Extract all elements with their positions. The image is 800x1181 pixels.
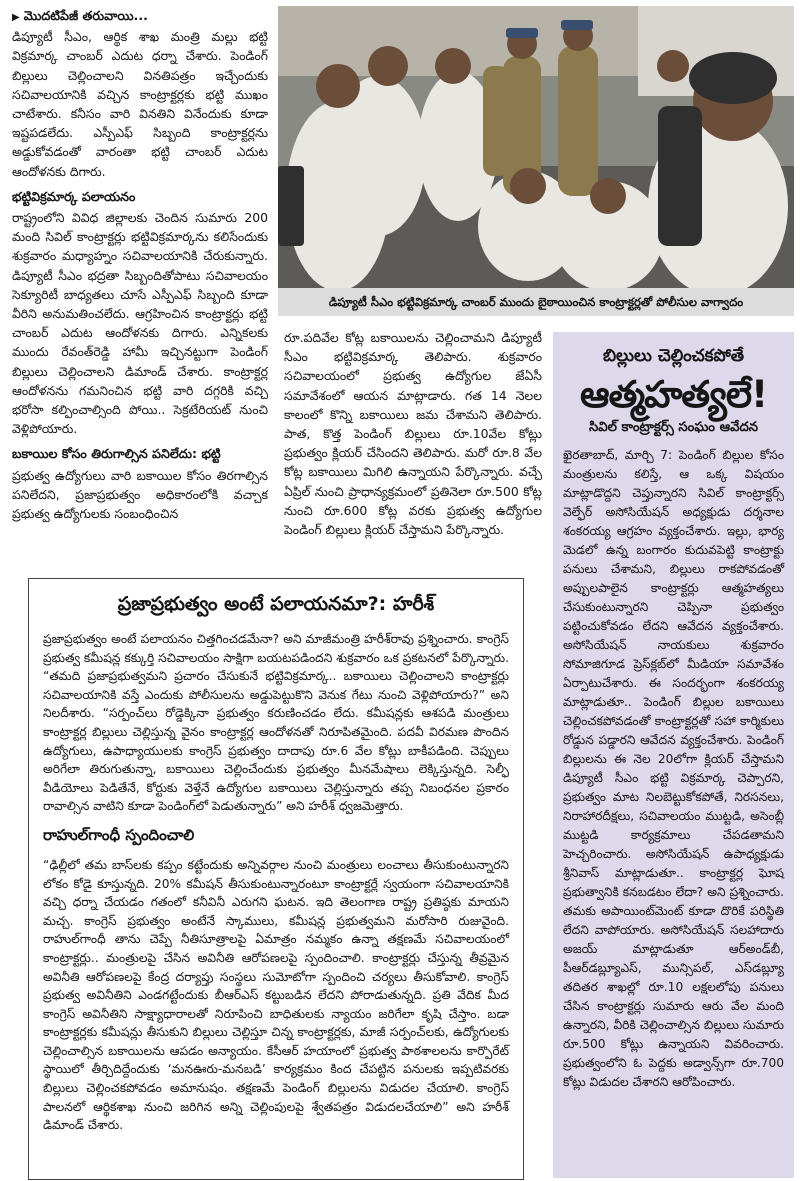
- story-headline: ప్రజాప్రభుత్వం అంటే పలాయనమా?: హరీశ్: [117, 593, 435, 615]
- sidebar-story: [553, 332, 794, 1178]
- left-paragraph-3: ప్రభుత్వ ఉద్యోగులు వారి బకాయిల కోసం తిరగాల్సిన పనిలేదని, ప్రజాప్రభుత్వం అధికారంలోకి వచ్చాక ప్రభుత్వ ఉద్యోగులకు సంబంధించిన: [12, 467, 268, 522]
- left-column: [12, 6, 268, 572]
- subheading-bhatti-quote: బకాయిల కోసం తిరుగాల్సిన పనిలేదు: భట్టి: [12, 446, 221, 462]
- middle-paragraph: రూ.పదివేల కోట్ల బకాయిలను చెల్లించామని డిప్యూటీ సీఎం భట్టివిక్రమార్క తెలిపారు. శుక్రవారం సచివాలయంలో ప్రభుత్వ ఉద్యోగుల జేఏసీ సమావేశంలో ఆయన మాట్లాడారు. గత 14 నెలల కాలంలో కొన్ని బకాయిలు జమ చేశామని తెలిపారు. పాత, కొత్త పెండింగ్ బిల్లులు రూ.10వేల కోట్లు ప్రభుత్వం క్లియర్ చేసిందని తెలిపారు. మరో రూ.8 వేల కోట్ల బకాయిలు మిగిలి ఉన్నాయని పేర్కొన్నారు. వచ్చే ఏప్రిల్ నుంచి ప్రాధాన్యక్రమంలో ప్రతినెలా రూ.500 కోట్ల నుంచి రూ.600 కోట్ల వరకు ప్రభుత్వ ఉద్యోగుల పెండింగ్ బిల్లులు క్లియర్ చేస్తామని పేర్కొన్నారు.: [284, 330, 542, 538]
- continuation-kicker: ▶ మొదటిపేజీ తరువాయి...: [12, 8, 148, 23]
- middle-column: [284, 328, 542, 572]
- protest-photo-illustration: [278, 6, 794, 288]
- sidebar-headline: ఆత్మహత్యలే!: [580, 373, 767, 416]
- story-paragraph-2: “ఢిల్లీలో తమ బాస్‌లకు కప్పం కట్టేందుకు అన్నివర్గాల నుంచి మంత్రులు లంచాలు తీసుకుంటున్నారని లోకం కోడై కూస్తున్నది. 20% కమీషన్ తీసుకుంటున్నారంటూ కాంట్రాక్టర్లే స్వయంగా సచివాలయానికి వచ్చి ధర్నా చేయడం గతంలో కనీవినీ ఎరుగని ఘటన. ఇది తెలంగాణ రాష్ట్ర ప్రతిష్ఠకు మాయని మచ్చ. కాంగ్రెస్ ప్రభుత్వం అంటేనే స్కాములు, కమీషన్ల ప్రభుత్వమని మరోసారి రుజువైంది. రాహుల్‌గాంధీ తాను చెప్పే నీతిసూత్రాలపై ఏమాత్రం నమ్మకం ఉన్నా తక్షణమే సచివాలయంలో కాంట్రాక్టర్లు.. మంత్రులపై చేసిన అవినీతి ఆరోపణలపై స్పందించాలి. కాంట్రాక్టర్లు చేస్తున్న తీవ్రమైన అవినీతి ఆరోపణలపై కేంద్ర దర్యాప్తు సంస్థలు సుమోటోగా స్పందించి చర్యలు తీసుకోవాలి. కాంగ్రెస్ ప్రభుత్వ అవినీతిని ఎండగట్టేందుకు బీఆర్‌ఎస్ కట్టుబడిన లేదని పోరాడుతున్నది. ప్రతి వేదిక మీద కాంగ్రెస్ అవినీతిని సాక్ష్యాధారాలతో నిరూపించి బాధితులకు న్యాయం జరిగేలా కృషి చేస్తాం. బడా కాంట్రాక్టర్లకు కమీషన్లు తీసుకుని బిల్లులు చెల్లిస్తూ చిన్న కాంట్రాక్టర్లకు, మాజీ సర్పంచ్‌లకు, ఉద్యోగులకు చెల్లించాల్సిన బకాయిలను ఆపడం అన్యాయం. కేసీఆర్ హయాంలో ప్రభుత్వ పాఠశాలలను కార్పొరేట్ స్థాయిలో తీర్చిదిద్దేందుకు ‘మనఊరు-మనబడి’ కార్యక్రమం కింద చేపట్టిన పనులకు ఇప్పటివరకు బిల్లులు చెల్లించకపోవడం అమానుషం. తక్షణమే పెండింగ్ బిల్లులను విడుదల చేయాలి. కాంగ్రెస్ పాలనలో ఆర్థికశాఖ నుంచి జరిగిన అన్ని చెల్లింపులపై శ్వేతపత్రం విడుదలచేయాలి” అని హరీశ్ డిమాండ్ చేశారు.: [43, 857, 509, 1133]
- story-paragraph-1: ప్రజాప్రభుత్వం అంటే పలాయనం చిత్తగించడమేనా? అని మాజీమంత్రి హరీశ్‌రావు ప్రశ్నించారు. కాంగ్రెస్ ప్రభుత్వ కమీషన్ల కక్కుర్తి సచివాలయం సాక్షిగా బయటపడిందని శుక్రవారం ఒక ప్రకటనలో పేర్కొన్నారు. “తమది ప్రజాప్రభుత్వమని ప్రచారం చేసుకునే భట్టివిక్రమార్క.. బకాయిలు చెల్లించాలని కాంట్రాక్టర్లు సచివాలయానికి వస్తే ఎందుకు పోలీసులను అడ్డుపెట్టుకొని వెనుక గేటు నుంచి వెళ్లిపోయారు?” అని నిలదీశారు. “సర్పంచ్‌లు రోడ్డెక్కినా ప్రభుత్వం కరుణించడం లేదు. కమీషన్లకు ఆశపడి మంత్రులు కాంట్రాక్టర్ల బిల్లులు చెల్లిస్తున్న వైనం కాంట్రాక్టర్ల ఆందోళనతో నిరూపితమైంది. పదవీ విరమణ పొందిన ఉద్యోగులు, ఉపాధ్యాయులకు కాంగ్రెస్ ప్రభుత్వం దాదాపు రూ.6 వేల కోట్లు బాకీపడింది. చెప్పులు అరిగేలా తిరుగుతున్నా, బకాయిలు చెల్లించేందుకు ప్రభుత్వం మీనమేషాలు లెక్కిస్తున్నది. సెల్ఫీ వీడియోలు పెడితేనే, కోర్టుకు వెళ్తేనే ఉద్యోగుల బకాయిలు చెల్లిస్తున్నారు తప్ప నిబంధనల ప్రకారం రావాల్సిన వాటిని కూడా పెండింగ్‌లో పెడుతున్నారు” అని హరీశ్ ధ్వజమెత్తారు.: [43, 632, 509, 814]
- sidebar-kicker: బిల్లులు చెల్లించకపోతే: [602, 346, 745, 366]
- news-photo: [278, 6, 794, 288]
- subheading-bhatti-escape: భట్టివిక్రమార్క పలాయనం: [12, 188, 136, 204]
- left-paragraph-1: డిప్యూటీ సీఎం, ఆర్థిక శాఖ మంత్రి మల్లు భట్టి విక్రమార్క చాంబర్ ఎదుట ధర్నా చేశారు. పెండింగ్ బిల్లులు చెల్లించాలని వినతిపత్రం ఇచ్చేందుకు సచివాలయానికి వచ్చిన కాంట్రాక్టర్లకు భట్టి ముఖం చాటేశారు. కనీసం వారి వినతిని వినేందుకు కూడా ఇష్టపడలేదు. ఎస్పీఎఫ్ సిబ్బంది కాంట్రాక్టర్లను అడ్డుకోవడంతో వారంతా భట్టి చాంబర్ ఎదుట ఆందోళనకు దిగారు.: [12, 29, 268, 179]
- left-paragraph-2: రాష్ట్రంలోని వివిధ జిల్లాలకు చెందిన సుమారు 200 మంది సివిల్ కాంట్రాక్టర్లు భట్టివిక్రమార్కను కలిసేందుకు శుక్రవారం మధ్యాహ్నం సచివాలయానికి చేరుకున్నారు. డిప్యూటీ సీఎం భద్రతా సిబ్బందితోపాటు సచివాలయం సెక్యూరిటీ బాధ్యతలు చూసే ఎస్పీఎఫ్ సిబ్బంది కూడా వీరిని అనుమతించలేదు. ఆగ్రహించిన కాంట్రాక్టర్లు భట్టి చాంబర్ ఎదుట ఆందోళనకు దిగారు. ఎన్నికలకు ముందు రేవంత్‌రెడ్డి హామీ ఇచ్చినట్టుగా పెండింగ్ బిల్లులు చెల్లించాలని డిమాండ్ చేశారు. కాంట్రాక్టర్ల ఆందోళనను గమనించిన భట్టి వారి దగ్గరికి వచ్చి భరోసా కల్పించాల్సింది పోయి.. సెక్రటేరియట్ నుంచి వెళ్లిపోయారు.: [12, 210, 268, 437]
- photo-caption: డిప్యూటీ సీఎం భట్టివిక్రమార్క చాంబర్ ముందు బైఠాయించిన కాంట్రాక్టర్లతో పోలీసుల వాగ్వాదం: [278, 288, 794, 316]
- sidebar-body: ఖైరతాబాద్, మార్చి 7: పెండింగ్ బిల్లుల కోసం మంత్రులను కలిస్తే, ఆ ఒక్క విషయం మాట్లాడొద్దని చెప్తున్నారని సివిల్ కాంట్రాక్టర్స్ వెల్ఫేర్ అసోసియేషన్ అధ్యక్షుడు దర్శనాల శంకరయ్య ఆగ్రహం వ్యక్తంచేశారు. ఇల్లు, భార్య మెడలో ఉన్న బంగారం కుదువపెట్టి కాంట్రాక్టు పనులు చేశామని, బిల్లులు రాకపోవడంతో అప్పులపాలైన కాంట్రాక్టర్లు ఆత్మహత్యలు చేసుకుంటున్నారని చెప్పినా ప్రభుత్వం పట్టించుకోవడం లేదని ఆవేదన వ్యక్తంచేశారు. అసోసియేషన్ నాయకులు శుక్రవారం సోమాజిగూడ ప్రెస్‌క్లబ్‌లో మీడియా సమావేశం ఏర్పాటుచేశారు. ఈ సందర్భంగా శంకరయ్య మాట్లాడుతూ.. పెండింగ్ బిల్లుల బకాయిలు చెల్లించకపోవడంతో కాంట్రాక్టర్లతో సహా కార్మికులు రోడ్డున పడ్డారని ఆవేదన వ్యక్తంచేశారు. పెండింగ్ బిల్లులను ఈ నెల 20లోగా క్లియర్ చేస్తామని డిప్యూటీ సీఎం భట్టి విక్రమార్క చెప్పారని, ప్రభుత్వం మాట నిలబెట్టుకోకపోతే, నిరసనలు, నిరాహారదీక్షలు, సచివాలయం ముట్టడి, అసెంబ్లీ ముట్టడి కార్యక్రమాలు చేపడతామని హెచ్చరించారు. అసోసియేషన్ ఉపాధ్యక్షుడు శ్రీనివాస్ మాట్లాడుతూ.. కాంట్రాక్టర్ల ఘోష ప్రభుత్వానికి కనబడటం లేదా? అని ప్రశ్నించారు. తమకు అపాయింట్‌మెంట్ కూడా దొరికే పరిస్థితి లేదని వాపోయారు. అసోసియేషన్ సలహాదారు అజయ్ మాట్లాడుతూ ఆర్‌అండ్‌బీ, పీఆర్‌డబ్ల్యూఎస్, మున్సిపల్, ఎస్‌డబ్ల్యూ తదితర శాఖల్లో రూ.10 లక్షలలోపు పనులు చేసిన కాంట్రాక్టర్లు సుమారు ఆరు వేల మంది ఉన్నారని, వీరికి చెల్లించాల్సిన బిల్లులు సుమారు రూ.500 కోట్లు ఉన్నాయని వివరించారు. ప్రభుత్వంలోని ఓ పెద్దకు అడ్వాన్స్‌గా రూ.700 కోట్లు విడుదల చేశారని ఆరోపించారు.: [563, 448, 784, 1089]
- boxed-story: [28, 578, 524, 1180]
- story-subheading: రాహుల్‌గాంధీ స్పందించాలి: [43, 825, 195, 844]
- sidebar-deck: సివిల్ కాంట్రాక్టర్స్ సంఘం ఆవేదన: [588, 420, 759, 435]
- triangle-icon: ▶: [12, 12, 20, 23]
